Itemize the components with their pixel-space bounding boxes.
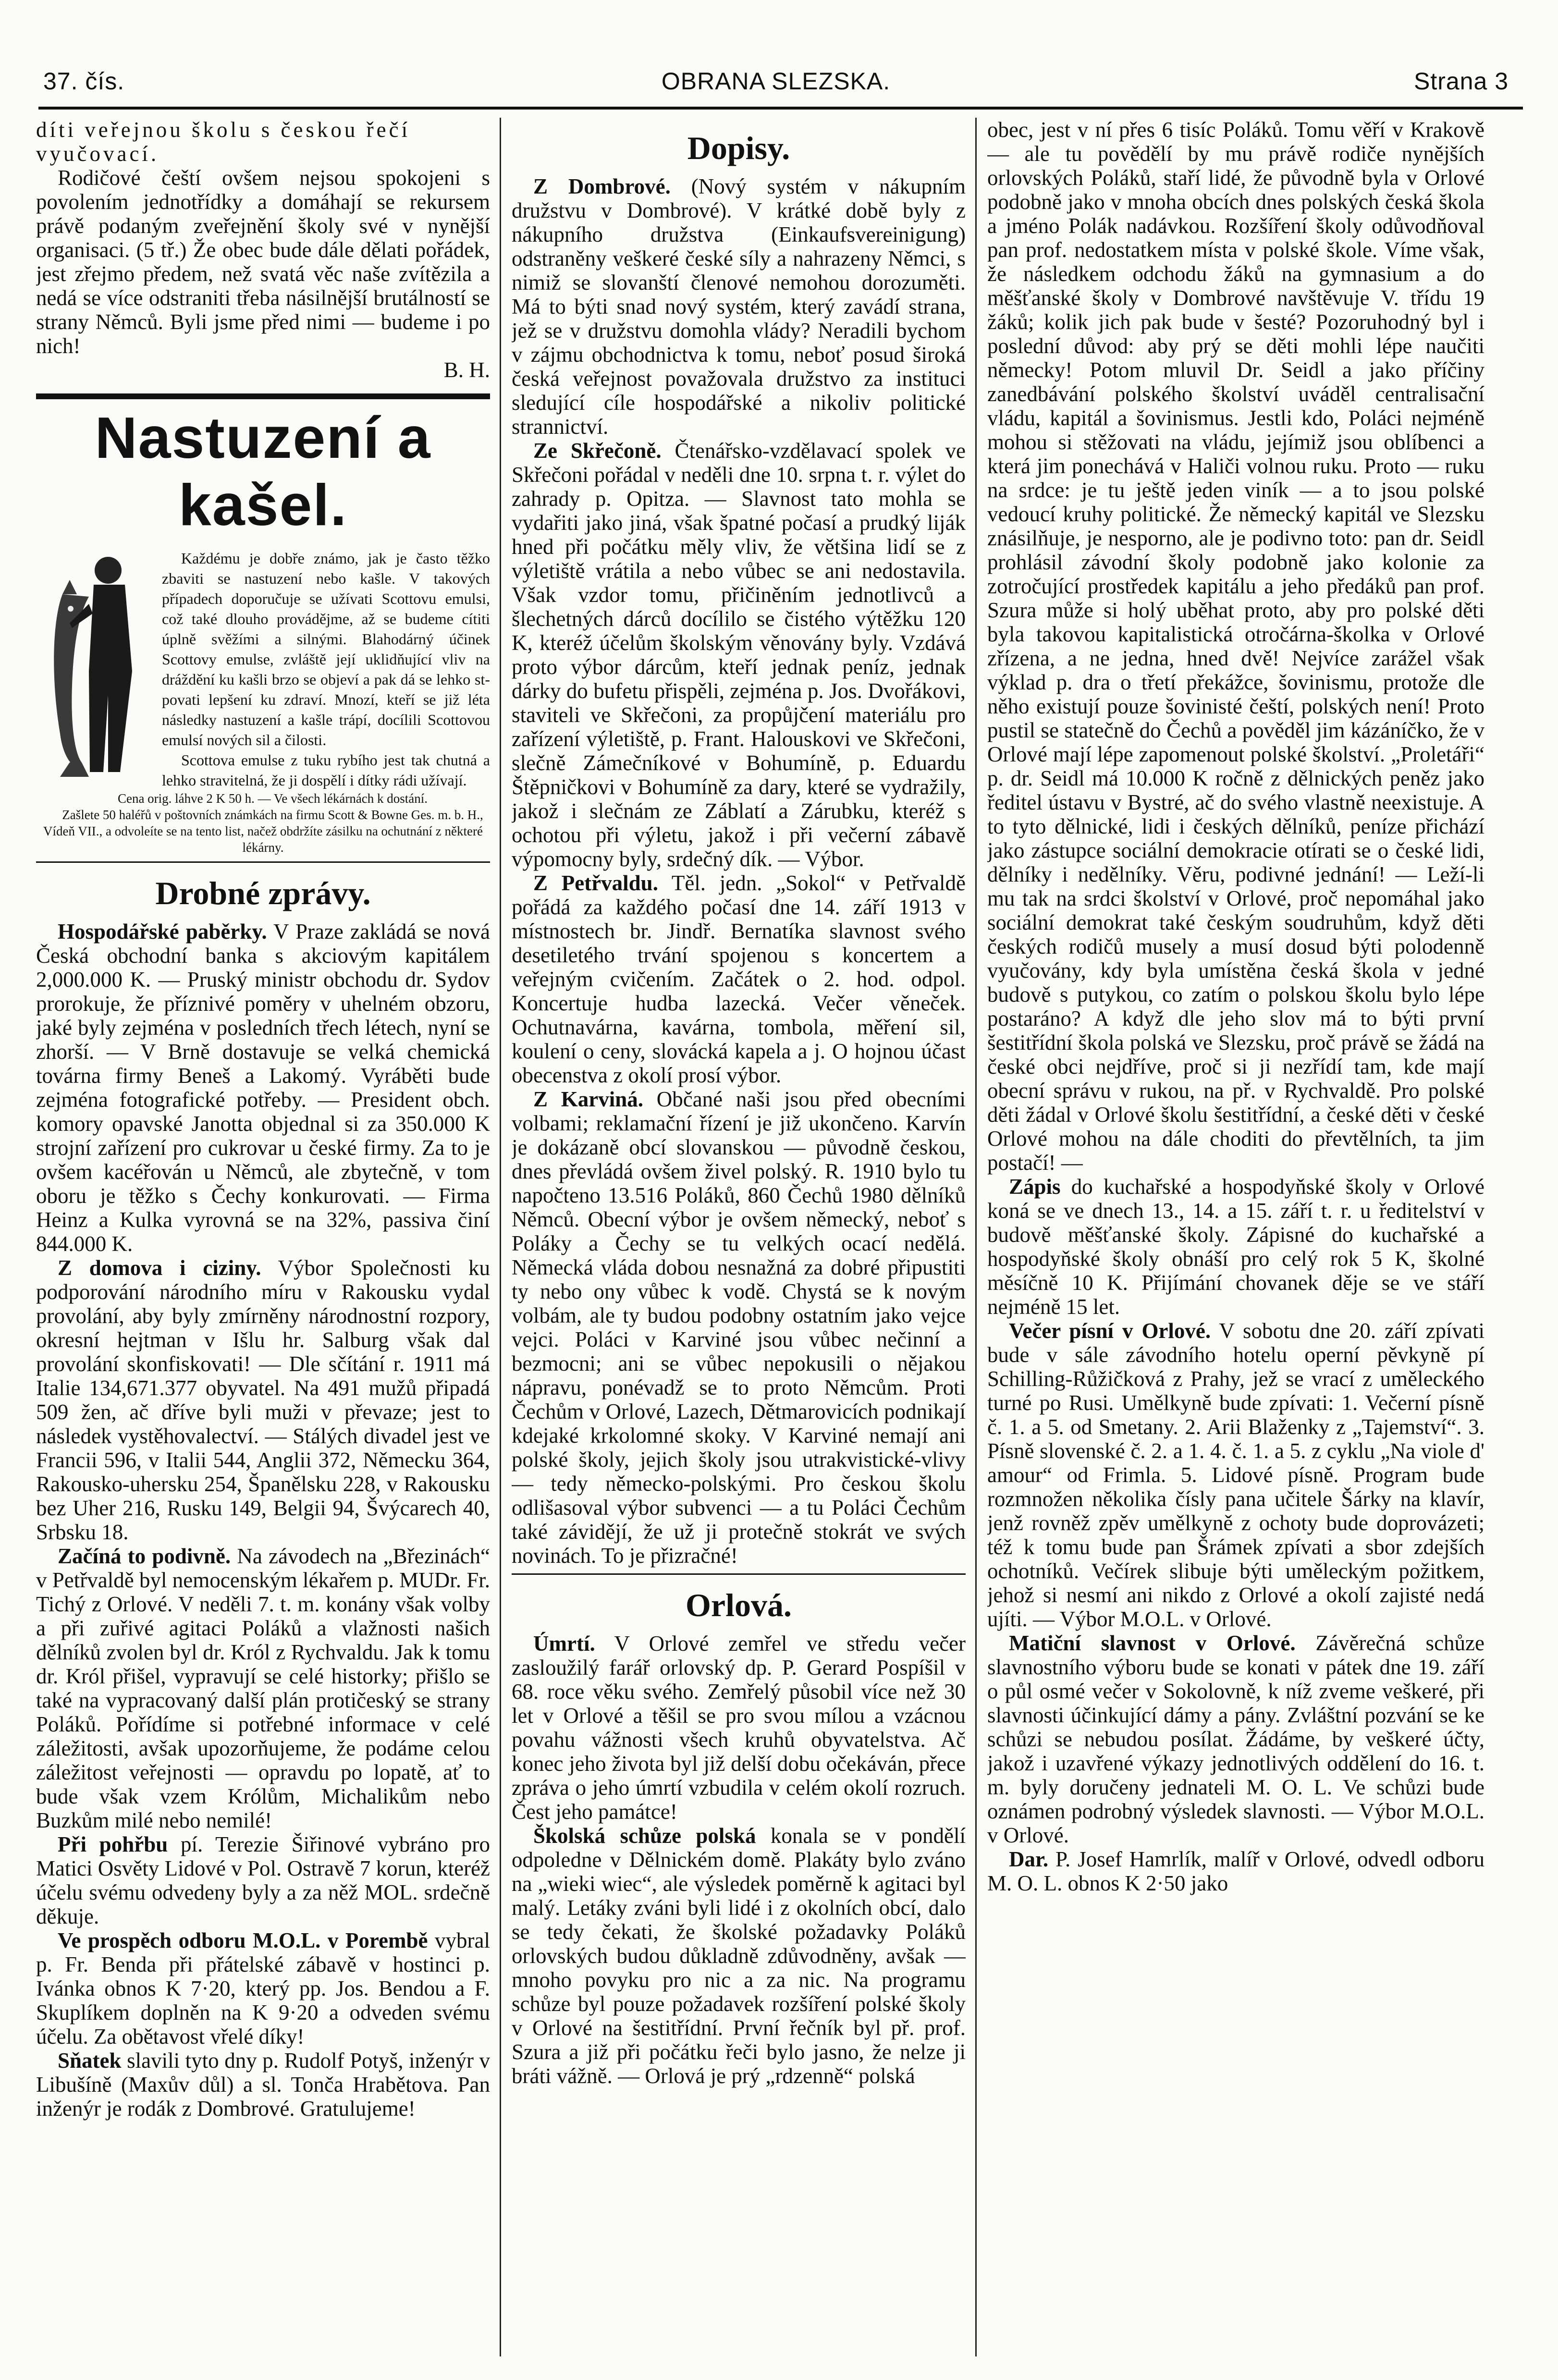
orlova-item-text: konala se v pondělí odpoledne v Dělnickém domě. Plakáty bylo zváno na „wieki wiec“, ale výsledek poměrně k agitaci byl malý. Letáky zváni byli lidé i z okolních obcí, dalo se tedy čekati, že školské požadavky Poláků orlovských budou důkladně zdůvodněny, avšak — mnoho povyku pro nic a za nic. Na programu schůze byl pouze požadavek rozšíření polské školy v Orlové na šestitřídní. První řečník byl př. prof. Szura a již při počátku řeči bylo jasno, že nelze ji bráti vážně. — Orlová je prý „rdzenně“ polská xyxy=(512,1824,966,2088)
letter-item-text: Čtenářsko-vzdělavací spolek ve Skřečoni pořádal v neděli dne 10. srpna t. r. výlet do zahrady p. Opitza. — Slavnost tato mohla se vydařiti jako jiná, však špatné počasí a prudký liják hned při počátku měly vliv, že většina lidí se z výletiště vrátila a nebo vůbec se ani nedostavila. Však vzdor tomu, přičiněním jednotlivců a šlechetných dárců docílilo se čistého výtěžku 120 K, kteréž účelům školským věnovány byly. Vzdává proto výbor dárcům, kteří jednak peníz, jednak dárky do bufetu přispěli, zejména p. Jos. Dvořákovi, staviteli ve Skřečoni, za propůjčení materiálu pro zařízení výletiště, p. Frant. Halouskovi ve Skřečoni, slečně Zámečníkové v Bohumíně, p. Eduardu Štěpničkovi v Bohumíně za dary, které se vydražily, jakož i slečnám ze Záblatí a Zárubku, kteréž s ochotou při výletu, jakož i při večerní zábavě výpomocny byly, srdečný dík. — Výbor. xyxy=(512,439,966,871)
letter-item xyxy=(512,1087,966,1568)
section-title-dopisy: Dopisy. xyxy=(687,130,790,166)
news-item-lead: Začíná to podivně. xyxy=(58,1544,231,1568)
section-rule xyxy=(512,1573,966,1575)
ad-price-line: Cena orig. láhve 2 K 50 h. — Ve všech lékárnách k dostání. xyxy=(117,791,428,806)
letter-item-text: Těl. jedn. „Sokol“ v Petřvaldě pořádá za každého počasí dne 14. září 1913 v místnostech br. Jindř. Bernatíka slavnost svého desetiletého trvání spojenou s koncertem a veřejným cvičením. Začátek o 2. hod. odpol. Koncertuje hudba lazecká. Večer věneček. Ochutnavárna, kavárna, tombola, měření sil, koulení o ceny, slovácká kapela a j. O hojnou účast obecenstva z okolí prosí výbor. xyxy=(512,871,966,1087)
news-item xyxy=(36,1928,490,2049)
letter-item-lead: Z Petřvaldu. xyxy=(533,871,658,895)
orlova-item xyxy=(512,1632,966,1824)
section-rule xyxy=(36,861,490,863)
header-rule xyxy=(38,107,1523,110)
orlova-item-lead: Matiční slavnost v Orlové. xyxy=(1009,1631,1296,1655)
news-item-text: Na závodech na „Březinách“ v Petřvaldě byl nemocenským lékařem p. MUDr. Fr. Tichý z Orlové. V neděli 7. t. m. konány však volby a při zuřivé agitaci Poláků a vlažnosti našich dělníků zvolen byl dr. Król z Rychvaldu. Jak k tomu dr. Król přišel, vypravují se celé historky; přišlo se také na vypracovaný další plán protičeský se strany Poláků. Pořídíme si potřebné informace v celé záležitosti, avšak upozorňujeme, že podáme celou záležitost veřejnosti — opravdu po lopatě, ať to bude však vzem Królům, Michalikům nebo Buzkům milé nebo nemilé! xyxy=(36,1544,490,1832)
ad-sample-offer: Zašlete 50 haléřů v poštovních známkách na firmu Scott & Bowne Ges. m. b. H., Vídeň VII., a odvoleíte se na tento list, načež obdržíte zásilku na ochutnání z některé lékárny. xyxy=(43,808,483,855)
intro-paragraph: Rodičové čeští ovšem nejsou spokojeni s povolením jednotřídky a domáhají se rekursem právě podaným zveřejnění školy své v nynější organisaci. (5 tř.) Že obec bude dále dělati pořádek, jest zřejmo předem, než svatá věc naše zvítězila a nedá se více odstraniti třeba násilnější brutálností se strany Němců. Byli jsme před nimi — budeme i po nich! xyxy=(36,166,490,358)
news-item-text: slavili tyto dny p. Rudolf Potyš, inženýr v Libušíně (Maxův důl) a sl. Tonča Hrabětova. Pan inženýr je rodák z Dombrové. Gratulujeme! xyxy=(36,2049,490,2121)
news-item-lead: Z domova i ciziny. xyxy=(58,1256,261,1280)
news-item-text: pí. Terezie Šiřinové vybráno pro Matici Osvěty Lidové v Pol. Ostravě 7 korun, kteréž účelu svému odvedeny byly a za něž MOL. srdečně děkuje. xyxy=(36,1832,490,1928)
letter-item-text: Občané naši jsou před obecními volbami; reklamační řízení je již ukončeno. Karvín je dokázaně obcí slovanskou — původně českou, dnes převládá ovšem živel polský. R. 1910 bylo tu napočteno 13.516 Poláků, 860 Čechů 1980 dělníků Němců. Obecní výbor je ovšem německý, neboť s Poláky a Čechy se tu velkých ocací nedělá. Německá vláda dobou nesnažná za dobré připustiti ty nebo ony vůbec k vodě. Chystá se k novým volbám, ale ty budou podobny ostatním jako vejce vejci. Poláci v Karviné jsou vůbec nečinní a bezmocni; ani se vůbec nepokusili o nějakou nápravu, ponévadž se to proto Němcům. Proti Čechům v Orlové, Lazech, Dětmarovicích podnikají kdejaké krkolomné skoky. V Karviné nemají ani polské školy, jejich školy jsou utrakvistické-vlivy — tedy německo-polskými. Pro českou školu odlišasoval výbor subvenci — a tu Poláci Čechům také závidějí, že už ji protečně stokrát ve svých novinách. To je přizračné! xyxy=(512,1087,966,1568)
letter-item-lead: Z Dombrové. xyxy=(533,174,671,198)
news-item-lead: Hospodářské paběrky. xyxy=(58,920,267,944)
letter-item xyxy=(512,871,966,1087)
news-item xyxy=(36,1544,490,1832)
orlova-item-text: do kuchařské a hospodyňské školy v Orlové koná se ve dnech 13., 14. a 15. září t. r. u ředitelství v budově měšťanské školy. Zápisné do kuchařské a hospodyňské školy obnáší pro celý rok 5 K, školné měsíčně 10 K. Přijímání chovanek děje se ve stáří nejméně 15 let. xyxy=(987,1175,1484,1319)
column-divider xyxy=(500,118,501,2356)
orlova-item-lead: Zápis xyxy=(1009,1175,1061,1199)
orlova-item-lead: Večer písní v Orlové. xyxy=(1009,1319,1211,1343)
letter-item xyxy=(512,439,966,871)
page-number: Strana 3 xyxy=(1413,68,1509,95)
news-item-lead: Při pohřbu xyxy=(58,1832,168,1856)
orlova-item xyxy=(512,1824,966,2088)
news-item-text: vybral p. Fr. Benda při přátelské zábavě v hostinci p. Ivánka obnos K 7·20, který pp. Jos. Bendou a F. Skuplíkem doplněn na K 9·20 a odveden svému účelu. Za obětavost vřelé díky! xyxy=(36,1928,490,2049)
orlova-item-text: V Orlové zemřel ve středu večer zasloužilý farář orlovský dp. P. Gerard Pospíšil v 68. roce věku svého. Zemřelý působil více než 30 let v Orlové a těšil se pro svou mílou a vzácnou povahu vážnosti všech kruhů obyvatelstva. Ač konec jeho života byl již delší dobu očekáván, přece zpráva o jeho úmrtí vzbudila v celém okolí rozruch. Čest jeho památce! xyxy=(512,1632,966,1824)
news-item xyxy=(36,1256,490,1544)
column-1 xyxy=(36,118,490,2356)
news-item-lead: Sňatek xyxy=(58,2049,122,2073)
orlova-item-lead: Dar. xyxy=(1009,1847,1049,1871)
news-item xyxy=(36,1832,490,1928)
page-header xyxy=(43,67,1509,106)
news-item xyxy=(36,920,490,1256)
orlova-item xyxy=(987,1631,1484,1847)
orlova-item-text: Závěrečná schůze slavnostního výboru bude se konati v pátek dne 19. září o půl osmé večer v Sokolovně, k níž zveme veškeré, při slavnosti účinkující dámy a pány. Zvláštní pozvání se ke schůzi se nebudou posílat. Žádáme, by veškeré účty, jakož i uzavřené výkazy jednotlivých oddělení do 16. t. m. byly doručeny jednateli M. O. L. Ve schůzi bude oznámen podrobný výsledek slavnosti. — Výbor M.O.L. v Orlové. xyxy=(987,1631,1484,1847)
news-item-text: Výbor Společnosti ku podporování národního míru v Rakousku vydal provolání, aby byly zmírněny národnostní rozpory, okresní hejtman v Išlu hr. Salburg však dal provolání skonfiskovati! — Dle sčítání r. 1911 má Italie 134,671.377 obyvatel. Na 491 mužů připadá 509 žen, ač dříve byli muži v převaze; jest to následek vystěhovalectví. — Stálých divadel jest ve Francii 596, v Italii 544, Anglii 372, Německu 364, Rakousko-uhersku 254, Španělsku 228, v Rakousku bez Uher 216, Rusku 149, Belgii 94, Švýcarech 40, Srbsku 18. xyxy=(36,1256,490,1544)
fisherman-with-fish-illustration xyxy=(36,551,151,777)
orlova-item xyxy=(987,1175,1484,1319)
letter-item-text: (Nový systém v nákupním družstvu v Dombrové). V krátké době byly z nákupního družstva (Einkaufsvereinigung) odstraněny veškeré české síly a nahrazeny Němci, s nimiž se slovanští členové nemohou dorozuměti. Má to býti snad nový systém, který zavádí strana, jež se v družstvu domohla vlády? Neradili bychom v zájmu obchodnictva k tomu, neboť posud široká česká veřejnost považovala družstvo za instituci sledující cíle hospodářské a nikoliv politické strannictví. xyxy=(512,174,966,439)
ad-paragraph: Každému je dobře známo, jak je často těžko zbaviti se nastuzení nebo kašle. V takových případech doporučuje se užívati Scottovu emulsi, což také dlouho provádějme, až se budeme cítiti úplně svěžími a silnými. Blahodárný účinek Scottovy emulse, zvláště její uklidňující vliv na dráždění ku kašli brzo se objeví a pak dá se lehko st-povati lepšení ku zdraví. Mnozí, kteří se již léta následky nastuzení a kašle trápí, docílili Scottovou emulsí nových sil a čilosti. xyxy=(162,550,490,748)
ad-body xyxy=(36,548,490,856)
advertisement xyxy=(36,404,490,856)
issue-number: 37. čís. xyxy=(43,68,125,95)
intro-line: vyučovací. xyxy=(36,142,159,166)
news-item-lead: Ve prospěch odboru M.O.L. v Porembě xyxy=(58,1928,428,1952)
orlova-item xyxy=(987,1847,1484,1895)
column-3 xyxy=(987,118,1484,2356)
orlova-item-lead: Školská schůze polská xyxy=(533,1824,756,1848)
ad-title: Nastuzení a kašel. xyxy=(95,405,431,538)
letter-item-lead: Z Karviná. xyxy=(533,1087,643,1111)
orlova-item-lead: Úmrtí. xyxy=(533,1632,595,1656)
section-rule xyxy=(36,393,490,399)
letter-item-lead: Ze Skřečoně. xyxy=(533,439,662,463)
intro-line: díti veřejnou školu s českou řečí xyxy=(36,118,411,142)
section-title-drobne-zpravy: Drobné zprávy. xyxy=(155,875,371,911)
letter-item xyxy=(512,174,966,439)
orlova-item xyxy=(987,1319,1484,1631)
column-2 xyxy=(512,118,966,2356)
orlova-item-text: V sobotu dne 20. září zpívati bude v sále závodního hotelu operní pěvkyně pí Schilling-Růžičková z Prahy, jež se vrací z uměleckého turné po Rusi. Umělkyně bude zpívati: 1. Večerní písně č. 1. a 5. od Smetany. 2. Arii Blaženky z „Tajemství“. 3. Písně slovenské č. 2. a 1. 4. č. 1. a 5. z cyklu „Na viole d' amour“ od Frimla. 5. Lidové písně. Program bude rozmnožen několika čísly pana učitele Šárky na klavír, jenž rovněž zpěv umělkyně z ochoty bude doprovázeti; též k tomu bude pan Šrámek zpívati a sbor zdejších ochotníků. Večírek slibuje býti uměleckým požitkem, jehož si nesmí ani nikdo z Orlové a okolí zajisté nedá ujíti. — Výbor M.O.L. v Orlové. xyxy=(987,1319,1484,1631)
continued-paragraph: obec, jest v ní přes 6 tisíc Poláků. Tomu věří v Krakově — ale tu povědělí by mu právě rodiče nynějších orlovských Poláků, staří lidé, že původně byla v Orlové podobně jako v mnoha obcích dnes polských česká škola a jméno Polák nadávkou. Rozšíření školy odůvodňoval pan prof. nedostatkem místa v polské škole. Víme však, že následkem odchodu žáků na gymnasium a do měšťanské školy v Dombrové navštěvuje V. třídu 19 žáků; kolik jich pak bude v šesté? Pozoruhodný byl i poslední důvod: aby prý se děti mohli lépe naučiti německy! Potom mluvil Dr. Seidl a jako příčiny zanedbávání polského školství uváděl centralisační vládu, kapitál a šovinismus. Jestli kdo, Poláci nejméně mohou si stěžovati na vládu, jejímiž jsou oblíbenci a která jim ponechává v Haliči volnou ruku. Proto — ruku na srdce: je tu ještě jeden viník — a to jsou polské vedoucí kruhy politické. Že německý kapitál ve Slezsku znásilňuje, je nesporno, ale je podivno toto: pan dr. Seidl prohlásil závodní školy podobně jako kolonie za zotročující prostředek kapitálu a jeho předáků pan prof. Szura může si holý uběhat proto, aby pro polské děti byla takovou kapitalistická otročárna-školka v Orlové zřízena, a ne jedna, hned dvě! Nejvíce zarážel však výklad p. dra o třetí překážce, šovinismu, protože dle něho existují pouze šovinisté čeští, polských není! Proto pustil se statečně do Čechů a pověděl jim kázáníčko, že v Orlové mají lépe zapomenout polské školství. „Proletáři“ p. dr. Seidl má 10.000 K ročně z dělnických peněz jako ředitel ústavu v Bystré, ač do svého vlastně neexistuje. A to tyto dělnické, lidi i českých dělníků, peníze přichází jako zástupce sociální demokracie otírati se o české lidi, dělníky i nedělníky. Věru, podivné jednání! — Leží-li mu tak na srdci školství v Orlové, proč nepomáhal jako sociální demokrat také českým soudruhům, když děti českých rodičů musely a musí dosud býti polodenně vyučovány, kdy byla umístěna česká škola v jedné budově s putykou, co zatím o polskou školu bylo lépe postaráno? A když dle jeho slov má to býti první šestitřídní škola polská ve Slezsku, proč právě se žádá na české obci nejdříve, proč si ji nezřídí tam, kde mají obecní správu v rukou, na př. v Rychvaldě. Pro polské děti žádal v Orlové školu šestitřídní, a české děti v české Orlové mohou na dále choditi do převtělních, ta jim postačí! — xyxy=(987,118,1484,1175)
news-item-text: V Praze zakládá se nová Česká obchodní banka s akciovým kapitálem 2,000.000 K. — Pruský ministr obchodu dr. Sydov prorokuje, že příznivé poměry v uhelném obzoru, jaké byly zejména v posledních třech létech, nyní se zhorší. — V Brně dostavuje se velká chemická továrna firmy Beneš a Lakomý. Vyráběti bude zejména fotografické potřeby. — President obch. komory opavské Janotta objednal si za 350.000 K strojní zařízení pro cukrovar u české firmy. Za to je ovšem kacéřován u Němců, ale zbytečně, v tom oboru je těžko s Čechy konkurovati. — Firma Heinz a Kulka vyrovná se na 32%, passiva činí 844.000 K. xyxy=(36,920,490,1256)
ad-paragraph: Scottova emulse z tuku rybího jest tak chutná a lehko stravitelná, že ji dospělí i dítky rádi užívají. xyxy=(162,751,490,789)
news-item xyxy=(36,2049,490,2121)
section-title-orlova: Orlová. xyxy=(686,1587,792,1623)
orlova-item-text: P. Josef Hamrlík, malíř v Orlové, odvedl odboru M. O. L. obnos K 2·50 jako xyxy=(987,1847,1484,1895)
column-divider xyxy=(975,118,977,2356)
newspaper-title: OBRANA SLEZSKA. xyxy=(661,68,891,95)
intro-signature: B. H. xyxy=(443,358,490,382)
